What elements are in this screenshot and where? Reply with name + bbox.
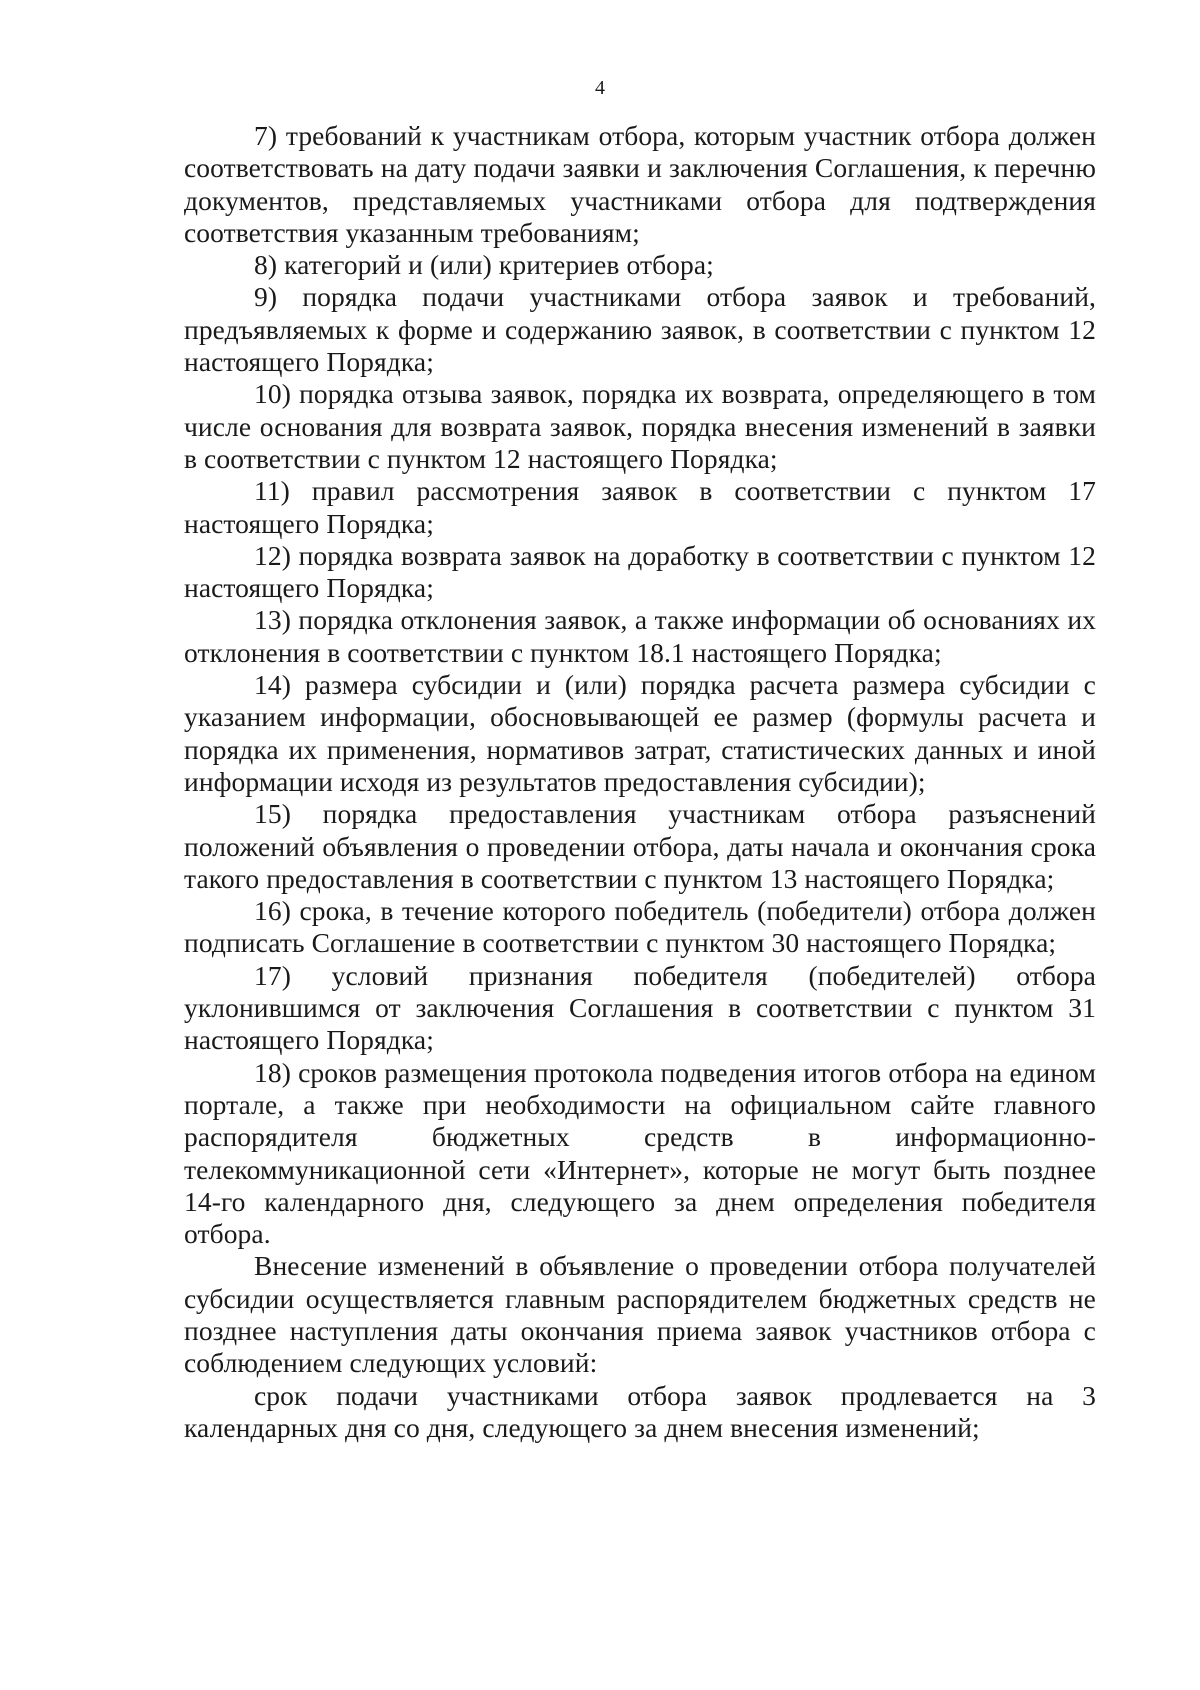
list-item-14: 14) размера субсидии и (или) порядка расчета размера субсидии с указанием информации, обосновывающей ее размер (формулы расчета и порядка их применения, нормативов затрат, статистических данных и иной информации исходя из результатов предоставления субсидии); [184, 669, 1096, 797]
list-item-17: 17) условий признания победителя (победителей) отбора уклонившимся от заключения Соглашения в соответствии с пунктом 31 настоящего Порядка; [184, 959, 1096, 1056]
list-item-11: 11) правил рассмотрения заявок в соответствии с пунктом 17 настоящего Порядка; [184, 475, 1096, 539]
list-item-8: 8) категорий и (или) критериев отбора; [254, 249, 714, 281]
list-item-15: 15) порядка предоставления участникам отбора разъяснений положений объявления о проведении отбора, даты начала и окончания срока такого предоставления в соответствии с пунктом 13 настоящего Порядка; [184, 798, 1096, 894]
amendment-condition: срок подачи участниками отбора заявок продлевается на 3 календарных дня со дня, следующего за днем внесения изменений; [184, 1379, 1096, 1443]
list-item-7: 7) требований к участникам отбора, которым участник отбора должен соответствовать на дату подачи заявки и заключения Соглашения, к перечню документов, представляемых участниками отбора для подтверждения соответствия указанным требованиям; [184, 120, 1096, 248]
list-item-18: 18) сроков размещения протокола подведения итогов отбора на едином портале, а также при необходимости на официальном сайте главного распорядителя бюджетных средств в информационно-телекоммуникационной сети «Интернет», которые не могут быть позднее 14-го календарного дня, следующего за днем определения победителя отбора. [184, 1056, 1096, 1250]
document-body [184, 120, 1096, 1444]
list-item-9: 9) порядка подачи участниками отбора заявок и требований, предъявляемых к форме и содержанию заявок, в соответствии с пунктом 12 настоящего Порядка; [184, 281, 1096, 378]
list-item-10: 10) порядка отзыва заявок, порядка их возврата, определяющего в том числе основания для возврата заявок, порядка внесения изменений в заявки в соответствии с пунктом 12 настоящего Порядка; [184, 378, 1096, 474]
amendments-paragraph: Внесение изменений в объявление о проведении отбора получателей субсидии осуществляется главным распорядителем бюджетных средств не позднее наступления даты окончания приема заявок участников отбора с соблюдением следующих условий: [184, 1250, 1096, 1379]
page-number: 4 [595, 77, 605, 99]
list-item-16: 16) срока, в течение которого победитель (победители) отбора должен подписать Соглашение в соответствии с пунктом 30 настоящего Порядка; [184, 895, 1096, 959]
list-item-13: 13) порядка отклонения заявок, а также информации об основаниях их отклонения в соответствии с пунктом 18.1 настоящего Порядка; [184, 604, 1096, 668]
list-item-12: 12) порядка возврата заявок на доработку в соответствии с пунктом 12 настоящего Порядка; [184, 539, 1096, 604]
